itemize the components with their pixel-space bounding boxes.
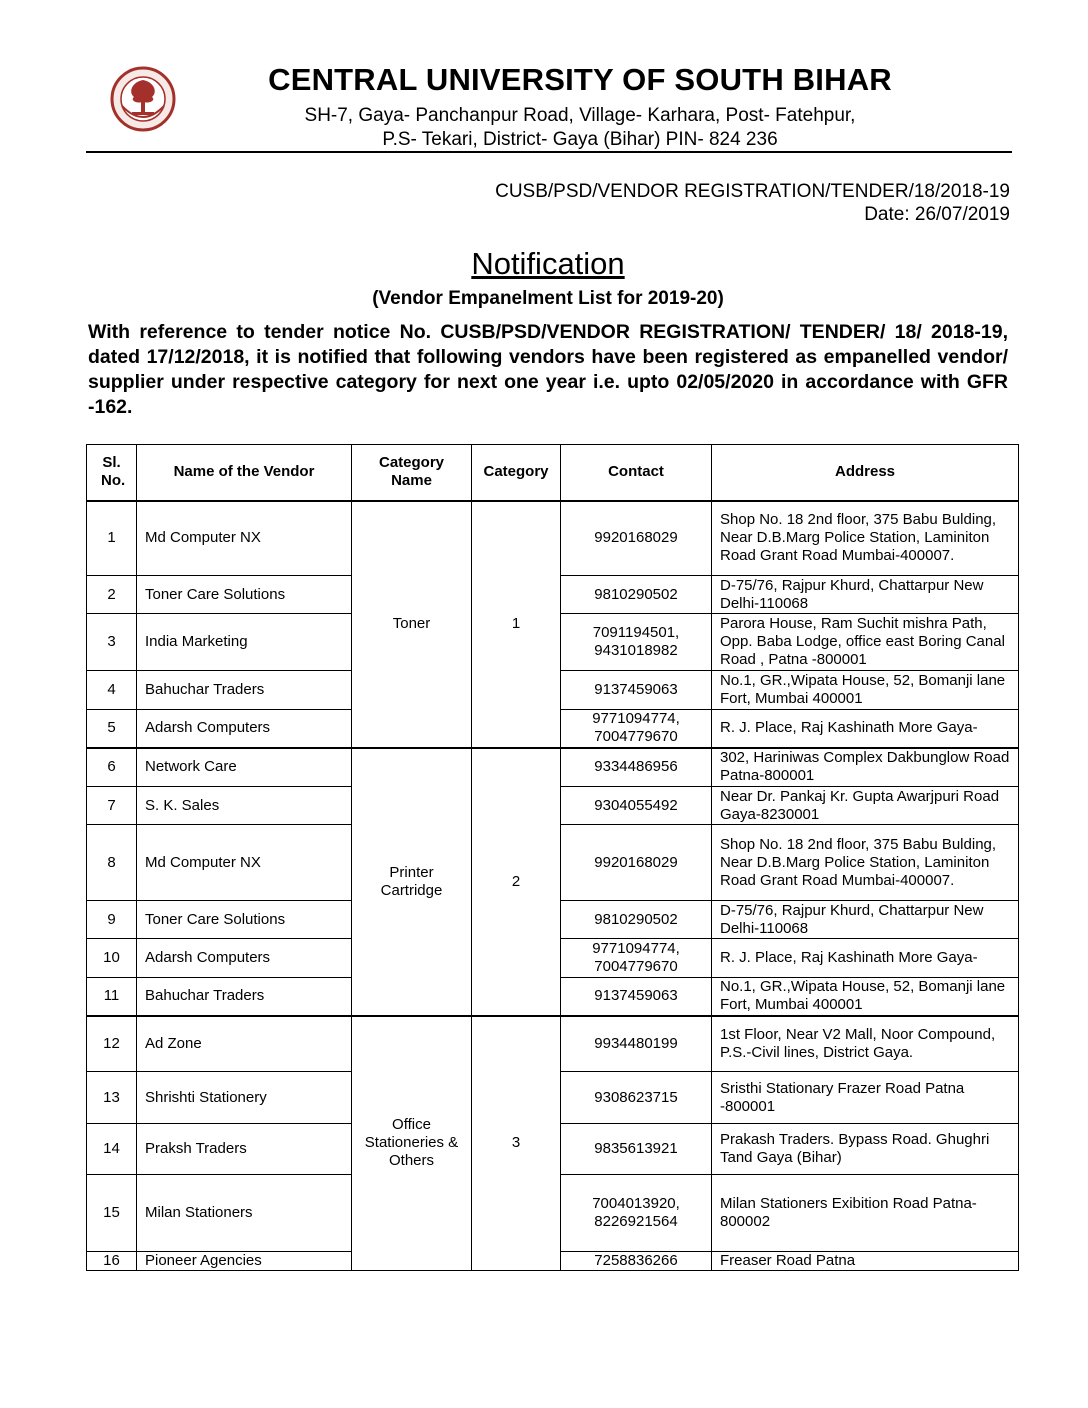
- cell-vendor-name: Toner Care Solutions: [137, 576, 352, 614]
- cell-address: R. J. Place, Raj Kashinath More Gaya-: [712, 939, 1019, 978]
- cell-vendor-name: Adarsh Computers: [137, 939, 352, 978]
- cell-contact: 9835613921: [561, 1124, 712, 1175]
- table-row: [87, 748, 1019, 787]
- notice-paragraph: [88, 320, 1008, 420]
- cell-vendor-name: Bahuchar Traders: [137, 671, 352, 710]
- cell-vendor-name: Toner Care Solutions: [137, 901, 352, 939]
- cell-sl: 12: [87, 1016, 137, 1072]
- cell-sl: 15: [87, 1175, 137, 1252]
- cell-address: D-75/76, Rajpur Khurd, Chattarpur New Delhi-110068: [712, 901, 1019, 939]
- cell-address: No.1, GR.,Wipata House, 52, Bomanji lane Fort, Mumbai 400001: [712, 671, 1019, 710]
- cell-sl: 9: [87, 901, 137, 939]
- cell-contact: 9920168029: [561, 501, 712, 576]
- page-title: Notification: [471, 246, 625, 281]
- cell-address: Milan Stationers Exibition Road Patna-800002: [712, 1175, 1019, 1252]
- cell-vendor-name: Network Care: [137, 748, 352, 787]
- university-seal-icon: [110, 66, 176, 132]
- address-line-2: P.S- Tekari, District- Gaya (Bihar) PIN- 824 236: [382, 129, 778, 150]
- cell-category: 2: [472, 748, 561, 1016]
- cell-sl: 16: [87, 1252, 137, 1271]
- cell-contact: 9934480199: [561, 1016, 712, 1072]
- cell-sl: 1: [87, 501, 137, 576]
- cell-contact: 9308623715: [561, 1072, 712, 1124]
- address-line-1: SH-7, Gaya- Panchanpur Road, Village- Karhara, Post- Fatehpur,: [304, 105, 856, 126]
- cell-contact: 9334486956: [561, 748, 712, 787]
- cell-sl: 3: [87, 614, 137, 671]
- university-name: CENTRAL UNIVERSITY OF SOUTH BIHAR: [268, 62, 892, 97]
- cell-category-name: Toner: [352, 501, 472, 748]
- cell-sl: 11: [87, 978, 137, 1016]
- header-divider: [86, 151, 1012, 153]
- cell-address: 302, Hariniwas Complex Dakbunglow Road Patna-800001: [712, 748, 1019, 787]
- reference-date: Date: 26/07/2019: [864, 204, 1010, 225]
- cell-contact: 9137459063: [561, 978, 712, 1016]
- validity-date: 02/05/2020: [676, 371, 774, 393]
- cell-vendor-name: India Marketing: [137, 614, 352, 671]
- cell-contact: 9771094774, 7004779670: [561, 710, 712, 748]
- header-category-name: Category Name: [352, 445, 472, 501]
- header-sl-no: Sl. No.: [87, 445, 137, 501]
- table-row: [87, 501, 1019, 576]
- reference-number: CUSB/PSD/VENDOR REGISTRATION/TENDER/18/2018-19: [495, 181, 1010, 202]
- cell-sl: 6: [87, 748, 137, 787]
- cell-contact: 9810290502: [561, 901, 712, 939]
- header-contact: Contact: [561, 445, 712, 501]
- cell-sl: 7: [87, 787, 137, 825]
- notice-text-end: in accordance with GFR -162.: [88, 371, 1008, 418]
- cell-vendor-name: Adarsh Computers: [137, 710, 352, 748]
- cell-sl: 10: [87, 939, 137, 978]
- cell-address: 1st Floor, Near V2 Mall, Noor Compound, P.S.-Civil lines, District Gaya.: [712, 1016, 1019, 1072]
- cell-address: Shop No. 18 2nd floor, 375 Babu Bulding, Near D.B.Marg Police Station, Laminiton Road Grant Road Mumbai-400007.: [712, 825, 1019, 901]
- table-header-row: [87, 445, 1019, 501]
- cell-contact: 7258836266: [561, 1252, 712, 1271]
- cell-vendor-name: Bahuchar Traders: [137, 978, 352, 1016]
- cell-contact: 9810290502: [561, 576, 712, 614]
- cell-vendor-name: Praksh Traders: [137, 1124, 352, 1175]
- header-category: Category: [472, 445, 561, 501]
- cell-sl: 5: [87, 710, 137, 748]
- cell-contact: 9137459063: [561, 671, 712, 710]
- cell-sl: 14: [87, 1124, 137, 1175]
- cell-sl: 2: [87, 576, 137, 614]
- header-address: Address: [712, 445, 1019, 501]
- cell-contact: 9304055492: [561, 787, 712, 825]
- cell-address: Freaser Road Patna: [712, 1252, 1019, 1271]
- cell-address: Near Dr. Pankaj Kr. Gupta Awarjpuri Road Gaya-8230001: [712, 787, 1019, 825]
- cell-sl: 8: [87, 825, 137, 901]
- vendor-table: [86, 444, 1019, 1271]
- cell-address: R. J. Place, Raj Kashinath More Gaya-: [712, 710, 1019, 748]
- cell-sl: 13: [87, 1072, 137, 1124]
- page-subtitle: (Vendor Empanelment List for 2019-20): [372, 288, 724, 309]
- cell-vendor-name: Ad Zone: [137, 1016, 352, 1072]
- cell-address: Parora House, Ram Suchit mishra Path, Opp. Baba Lodge, office east Boring Canal Road , Patna -800001: [712, 614, 1019, 671]
- cell-address: D-75/76, Rajpur Khurd, Chattarpur New Delhi-110068: [712, 576, 1019, 614]
- cell-vendor-name: Md Computer NX: [137, 501, 352, 576]
- cell-category: 1: [472, 501, 561, 748]
- header-vendor-name: Name of the Vendor: [137, 445, 352, 501]
- cell-vendor-name: S. K. Sales: [137, 787, 352, 825]
- reference-block: [495, 180, 1010, 226]
- cell-vendor-name: Pioneer Agencies: [137, 1252, 352, 1271]
- cell-address: Sristhi Stationary Frazer Road Patna -800001: [712, 1072, 1019, 1124]
- cell-contact: 9771094774, 7004779670: [561, 939, 712, 978]
- cell-address: No.1, GR.,Wipata House, 52, Bomanji lane Fort, Mumbai 400001: [712, 978, 1019, 1016]
- cell-category: 3: [472, 1016, 561, 1271]
- cell-contact: 7004013920, 8226921564: [561, 1175, 712, 1252]
- cell-address: Shop No. 18 2nd floor, 375 Babu Bulding, Near D.B.Marg Police Station, Laminiton Road Grant Road Mumbai-400007.: [712, 501, 1019, 576]
- notice-text-start: With reference to tender notice No. CUSB/PSD/VENDOR REGISTRATION/ TENDER/ 18/ 2018-19, dated 17/12/2018, it is notified that following vendors have been registered as empanelled vendor/ supplier under respective category for next one year i.e. upto: [88, 321, 1008, 393]
- cell-category-name: Printer Cartridge: [352, 748, 472, 1016]
- cell-category-name: Office Stationeries & Others: [352, 1016, 472, 1271]
- cell-contact: 7091194501, 9431018982: [561, 614, 712, 671]
- cell-address: Prakash Traders. Bypass Road. Ghughri Tand Gaya (Bihar): [712, 1124, 1019, 1175]
- cell-vendor-name: Milan Stationers: [137, 1175, 352, 1252]
- cell-vendor-name: Md Computer NX: [137, 825, 352, 901]
- cell-contact: 9920168029: [561, 825, 712, 901]
- table-row: [87, 1016, 1019, 1072]
- cell-sl: 4: [87, 671, 137, 710]
- cell-vendor-name: Shrishti Stationery: [137, 1072, 352, 1124]
